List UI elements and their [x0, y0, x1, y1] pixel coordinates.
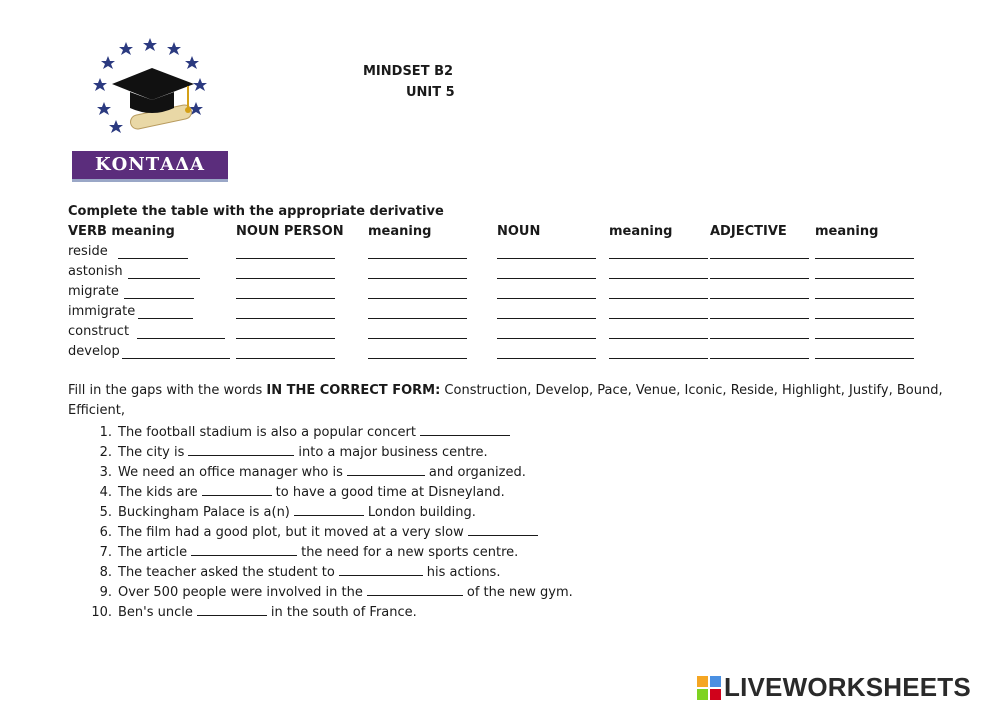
table-answer-blank[interactable]	[815, 258, 914, 259]
table-answer-blank[interactable]	[609, 338, 708, 339]
sentence-text-after: to have a good time at Disneyland.	[275, 485, 505, 500]
table-row-verb: construct	[68, 324, 130, 339]
table-answer-blank[interactable]	[710, 278, 809, 279]
sentence-number: 3.	[99, 465, 112, 480]
table-answer-blank[interactable]	[710, 338, 809, 339]
table-answer-blank[interactable]	[497, 338, 596, 339]
gap-fill-sentence	[86, 583, 573, 600]
table-answer-blank[interactable]	[236, 298, 335, 299]
table-answer-blank[interactable]	[609, 298, 708, 299]
table-answer-blank[interactable]	[368, 358, 467, 359]
sentence-number: 6.	[99, 525, 112, 540]
table-answer-blank[interactable]	[710, 258, 809, 259]
fill-instruction-bold: IN THE CORRECT FORM:	[266, 383, 441, 398]
sentence-text-before: The film had a good plot, but it moved at a very slow	[118, 525, 464, 540]
answer-gap[interactable]	[294, 503, 364, 516]
answer-gap[interactable]	[367, 583, 463, 596]
sentence-text-after: in the south of France.	[270, 605, 417, 620]
gap-fill-sentence	[86, 543, 518, 560]
column-header-meaning-1: meaning	[368, 224, 432, 239]
column-header-verb: VERB meaning	[68, 224, 175, 239]
table-answer-blank[interactable]	[815, 358, 914, 359]
table-answer-blank[interactable]	[236, 358, 335, 359]
sentence-text-before: The article	[118, 545, 188, 560]
sentence-number: 2.	[99, 445, 112, 460]
table-answer-blank[interactable]	[609, 258, 708, 259]
answer-gap[interactable]	[197, 603, 267, 616]
sentence-number: 7.	[99, 545, 112, 560]
gap-fill-sentence	[86, 423, 514, 440]
answer-gap[interactable]	[420, 423, 510, 436]
answer-gap[interactable]	[468, 523, 538, 536]
fill-instruction	[68, 381, 948, 421]
sentence-text-after: and organized.	[428, 465, 526, 480]
school-logo	[72, 28, 228, 182]
column-header-adjective: ADJECTIVE	[710, 224, 787, 239]
verb-meaning-blank[interactable]	[128, 278, 200, 279]
column-header-meaning-3: meaning	[815, 224, 879, 239]
answer-gap[interactable]	[202, 483, 272, 496]
table-answer-blank[interactable]	[710, 298, 809, 299]
sentence-text-before: Over 500 people were involved in the	[118, 585, 363, 600]
sentence-text-after: the need for a new sports centre.	[301, 545, 519, 560]
sentence-text-before: The kids are	[118, 485, 198, 500]
sentence-text-before: Buckingham Palace is a(n)	[118, 505, 290, 520]
liveworksheets-logo-icon	[697, 676, 721, 700]
sentence-text-after: into a major business centre.	[298, 445, 488, 460]
sentence-text-before: The city is	[118, 445, 185, 460]
sentence-text-after: his actions.	[426, 565, 501, 580]
table-answer-blank[interactable]	[497, 278, 596, 279]
verb-meaning-blank[interactable]	[137, 338, 225, 339]
table-answer-blank[interactable]	[236, 278, 335, 279]
verb-meaning-blank[interactable]	[124, 298, 194, 299]
answer-gap[interactable]	[339, 563, 423, 576]
table-answer-blank[interactable]	[710, 318, 809, 319]
answer-gap[interactable]	[347, 463, 425, 476]
table-answer-blank[interactable]	[497, 258, 596, 259]
answer-gap[interactable]	[191, 543, 297, 556]
table-instruction: Complete the table with the appropriate derivative	[68, 204, 444, 219]
table-answer-blank[interactable]	[368, 278, 467, 279]
table-answer-blank[interactable]	[609, 358, 708, 359]
logo-banner: ΚΟΝΤΑΔΑ	[72, 151, 228, 182]
table-answer-blank[interactable]	[497, 358, 596, 359]
table-answer-blank[interactable]	[609, 278, 708, 279]
gap-fill-sentence	[86, 603, 417, 620]
table-answer-blank[interactable]	[368, 298, 467, 299]
fill-instruction-words: Construction, Develop, Pace, Venue, Iconic, Reside, Highlight, Justify, Bound, Efficient,	[68, 383, 943, 418]
sentence-number: 9.	[99, 585, 112, 600]
verb-meaning-blank[interactable]	[118, 258, 188, 259]
table-answer-blank[interactable]	[609, 318, 708, 319]
table-row-verb: develop	[68, 344, 120, 359]
gap-fill-sentence	[86, 443, 488, 460]
table-answer-blank[interactable]	[236, 318, 335, 319]
verb-meaning-blank[interactable]	[138, 318, 193, 319]
graduation-cap-logo-icon	[72, 28, 228, 148]
sentence-number: 4.	[99, 485, 112, 500]
column-header-noun: NOUN	[497, 224, 541, 239]
book-title: MINDSET B2	[363, 64, 454, 79]
table-row-verb: astonish	[68, 264, 123, 279]
table-answer-blank[interactable]	[815, 338, 914, 339]
gap-fill-sentence	[86, 483, 505, 500]
table-answer-blank[interactable]	[368, 318, 467, 319]
sentence-number: 8.	[99, 565, 112, 580]
column-header-noun-person: NOUN PERSON	[236, 224, 344, 239]
answer-gap[interactable]	[188, 443, 294, 456]
column-header-meaning-2: meaning	[609, 224, 673, 239]
sentence-text-before: We need an office manager who is	[118, 465, 343, 480]
liveworksheets-wordmark: LIVEWORKSHEETS	[724, 672, 971, 702]
gap-fill-sentence	[86, 523, 542, 540]
table-answer-blank[interactable]	[815, 278, 914, 279]
table-answer-blank[interactable]	[368, 338, 467, 339]
table-row-verb: reside	[68, 244, 108, 259]
sentence-number: 10.	[91, 605, 112, 620]
fill-instruction-prefix: Fill in the gaps with the words	[68, 383, 263, 398]
sentence-number: 5.	[99, 505, 112, 520]
gap-fill-sentence	[86, 503, 476, 520]
table-row-verb: immigrate	[68, 304, 136, 319]
table-row-verb: migrate	[68, 284, 119, 299]
table-answer-blank[interactable]	[815, 318, 914, 319]
table-answer-blank[interactable]	[497, 318, 596, 319]
table-answer-blank[interactable]	[497, 298, 596, 299]
verb-meaning-blank[interactable]	[122, 358, 230, 359]
table-answer-blank[interactable]	[236, 258, 335, 259]
sentence-text-before: The teacher asked the student to	[118, 565, 335, 580]
table-answer-blank[interactable]	[815, 298, 914, 299]
table-answer-blank[interactable]	[236, 338, 335, 339]
table-answer-blank[interactable]	[368, 258, 467, 259]
gap-fill-sentence	[86, 563, 500, 580]
unit-title: UNIT 5	[406, 85, 455, 100]
sentence-text-before: Ben's uncle	[118, 605, 193, 620]
gap-fill-sentence	[86, 463, 526, 480]
sentence-text-after: London building.	[367, 505, 476, 520]
table-answer-blank[interactable]	[710, 358, 809, 359]
sentence-number: 1.	[99, 425, 112, 440]
sentence-text-before: The football stadium is also a popular concert	[118, 425, 416, 440]
sentence-text-after: of the new gym.	[466, 585, 573, 600]
